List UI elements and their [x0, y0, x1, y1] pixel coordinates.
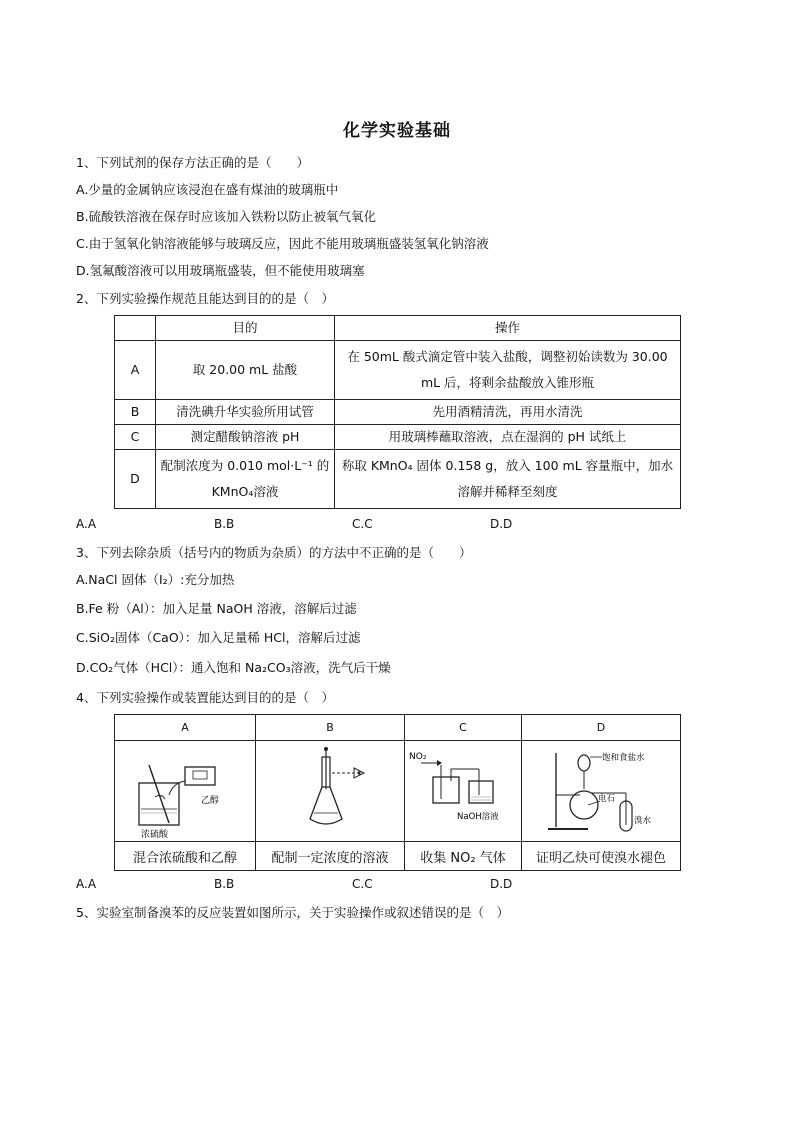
- q1-option-c: C.由于氢氧化钠溶液能够与玻璃反应，因此不能用玻璃瓶盛装氢氧化钠溶液: [76, 236, 489, 251]
- answer-option-d: D.D: [490, 877, 513, 891]
- caption-c: 收集 NO₂ 气体: [405, 842, 522, 871]
- q3-option-b: B.Fe 粉（Al）：加入足量 NaOH 溶液，溶解后过滤: [76, 601, 357, 616]
- q3-option-a: A.NaCl 固体（I₂）:充分加热: [76, 572, 235, 587]
- q1-option-b: B.硫酸铁溶液在保存时应该加入铁粉以防止被氧气氧化: [76, 209, 377, 224]
- q2-table: [114, 315, 681, 509]
- label-bromine-water: 溴水: [634, 816, 652, 826]
- gas-collection-figure: [407, 743, 519, 839]
- q4-stem: 4、下列实验操作或装置能达到目的的是（ ）: [76, 690, 334, 705]
- table-header-cell: A: [115, 715, 256, 741]
- label-calcium-carbide: 电石: [598, 794, 616, 804]
- q4-answer-options: [76, 877, 628, 891]
- q1-stem: 1、下列试剂的保存方法正确的是（ ）: [76, 155, 309, 170]
- label-conc-sulfuric-acid: 浓硫酸: [141, 830, 169, 839]
- caption-d: 证明乙炔可使溴水褪色: [522, 842, 681, 871]
- row-label: A: [115, 341, 156, 400]
- beaker-apparatus-figure: [125, 743, 245, 839]
- figure-row: [115, 741, 681, 842]
- table-row: [115, 400, 681, 425]
- table-header-row: [115, 316, 681, 341]
- page-title: 化学实验基础: [343, 121, 451, 141]
- row-operation: 称取 KMnO₄ 固体 0.158 g，放入 100 mL 容量瓶中，加水溶解并稀释至刻度: [335, 450, 681, 509]
- figure-d-cell: [522, 741, 681, 842]
- q1-option-d: D.氢氟酸溶液可以用玻璃瓶盛装，但不能使用玻璃塞: [76, 263, 365, 278]
- caption-a: 混合浓硫酸和乙醇: [115, 842, 256, 871]
- answer-option-d: D.D: [490, 517, 513, 531]
- label-naoh-solution: NaOH溶液: [457, 812, 499, 822]
- answer-option-b: B.B: [214, 877, 235, 891]
- label-no2: NO₂: [409, 752, 427, 762]
- table-header-cell: B: [256, 715, 405, 741]
- label-ethanol: 乙醇: [201, 796, 220, 806]
- figure-b-cell: [256, 741, 405, 842]
- answer-option-c: C.C: [352, 517, 373, 531]
- q3-stem: 3、下列去除杂质（括号内的物质为杂质）的方法中不正确的是（ ）: [76, 545, 472, 560]
- table-row: [115, 450, 681, 509]
- row-label: C: [115, 425, 156, 450]
- table-row: [115, 425, 681, 450]
- q2-answer-options: [76, 517, 628, 531]
- row-operation: 在 50mL 酸式滴定管中装入盐酸，调整初始读数为 30.00 mL 后，将剩余盐酸放入锥形瓶: [335, 341, 681, 400]
- q3-option-d: D.CO₂气体（HCl）：通入饱和 Na₂CO₃溶液，洗气后干燥: [76, 660, 391, 675]
- caption-row: [115, 842, 681, 871]
- row-purpose: 配制浓度为 0.010 mol·L⁻¹ 的KMnO₄溶液: [156, 450, 335, 509]
- answer-option-a: A.A: [76, 517, 97, 531]
- label-saturated-brine: 饱和食盐水: [602, 753, 645, 763]
- table-row: [115, 341, 681, 400]
- table-header-row: [115, 715, 681, 741]
- table-header-cell: 操作: [335, 316, 681, 341]
- table-header-cell: 目的: [156, 316, 335, 341]
- volumetric-flask-figure: [270, 743, 390, 839]
- q3-option-c: C.SiO₂固体（CaO）：加入足量稀 HCl，溶解后过滤: [76, 630, 361, 645]
- row-operation: 用玻璃棒蘸取溶液，点在湿润的 pH 试纸上: [335, 425, 681, 450]
- row-label: B: [115, 400, 156, 425]
- acetylene-apparatus-figure: [536, 743, 666, 839]
- row-purpose: 清洗碘升华实验所用试管: [156, 400, 335, 425]
- table-header-cell: D: [522, 715, 681, 741]
- row-purpose: 测定醋酸钠溶液 pH: [156, 425, 335, 450]
- q5-stem: 5、实验室制备溴苯的反应装置如图所示，关于实验操作或叙述错误的是（ ）: [76, 905, 509, 920]
- answer-option-c: C.C: [352, 877, 373, 891]
- caption-b: 配制一定浓度的溶液: [256, 842, 405, 871]
- q1-option-a: A.少量的金属钠应该浸泡在盛有煤油的玻璃瓶中: [76, 182, 339, 197]
- q2-stem: 2、下列实验操作规范且能达到目的的是（ ）: [76, 291, 334, 306]
- q4-table: [114, 714, 681, 871]
- figure-c-cell: [405, 741, 522, 842]
- answer-option-a: A.A: [76, 877, 97, 891]
- table-header-cell: [115, 316, 156, 341]
- row-purpose: 取 20.00 mL 盐酸: [156, 341, 335, 400]
- row-operation: 先用酒精清洗，再用水清洗: [335, 400, 681, 425]
- figure-a-cell: [115, 741, 256, 842]
- answer-option-b: B.B: [214, 517, 235, 531]
- table-header-cell: C: [405, 715, 522, 741]
- row-label: D: [115, 450, 156, 509]
